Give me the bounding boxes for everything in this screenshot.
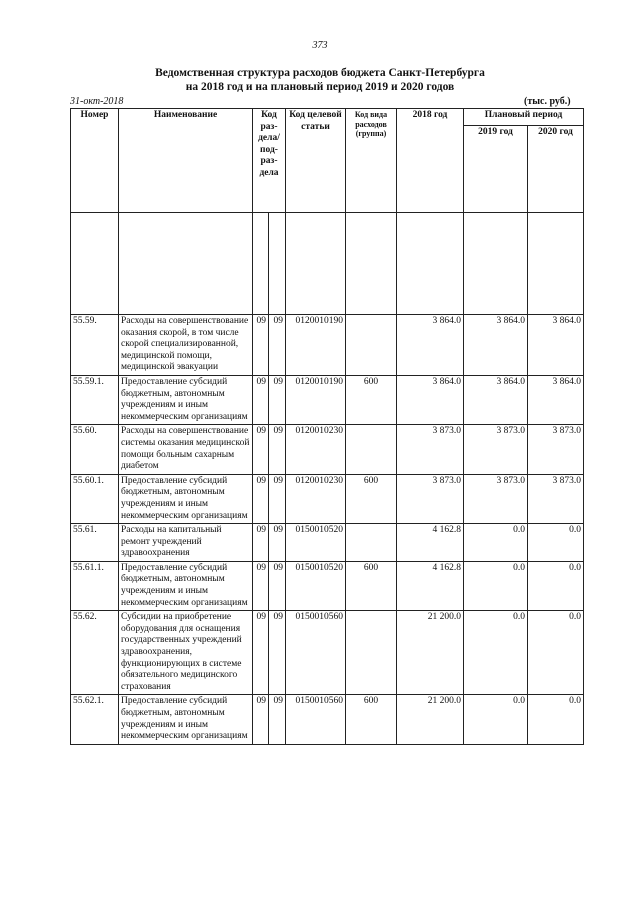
header-number: Номер	[71, 109, 119, 213]
row-amount-2018: 21 200.0	[397, 695, 464, 744]
row-subsection-code: 09	[269, 315, 286, 376]
row-number: 55.60.1.	[71, 474, 119, 523]
header-2020: 2020 год	[528, 126, 584, 213]
units-label: (тыс. руб.)	[524, 96, 571, 107]
row-number: 55.59.	[71, 315, 119, 376]
row-amount-2020: 3 864.0	[528, 315, 584, 376]
budget-table	[70, 108, 584, 745]
table-row	[71, 561, 584, 610]
row-name: Предоставление субсидий бюджетным, автономным учреждениям и иным некоммерческим организациям	[119, 695, 253, 744]
table-row	[71, 315, 584, 376]
row-subsection-code: 09	[269, 474, 286, 523]
row-amount-2018: 3 873.0	[397, 474, 464, 523]
table-row	[71, 474, 584, 523]
table-row	[71, 425, 584, 474]
row-name: Расходы на совершенствование оказания скорой, в том числе скорой специализированной, медицинской помощи, медицинской эвакуации	[119, 315, 253, 376]
document-date: 31-окт-2018	[70, 96, 124, 107]
row-expense-type: 600	[346, 695, 397, 744]
row-target-code: 0120010230	[286, 474, 346, 523]
row-number: 55.61.	[71, 524, 119, 562]
row-amount-2018: 3 873.0	[397, 425, 464, 474]
row-section-code: 09	[253, 524, 269, 562]
row-amount-2018: 4 162.8	[397, 524, 464, 562]
row-expense-type	[346, 425, 397, 474]
row-target-code: 0150010560	[286, 611, 346, 695]
header-expense-type-code: Код вида расходов (группа)	[346, 109, 397, 213]
row-section-code: 09	[253, 695, 269, 744]
row-name: Расходы на капитальный ремонт учреждений здравоохранения	[119, 524, 253, 562]
row-amount-2019: 3 873.0	[464, 474, 528, 523]
row-section-code: 09	[253, 561, 269, 610]
table-row	[71, 524, 584, 562]
row-target-code: 0120010190	[286, 315, 346, 376]
row-amount-2018: 4 162.8	[397, 561, 464, 610]
row-number: 55.62.1.	[71, 695, 119, 744]
header-2019: 2019 год	[464, 126, 528, 213]
row-expense-type	[346, 524, 397, 562]
row-section-code: 09	[253, 375, 269, 424]
title-line-1: Ведомственная структура расходов бюджета Санкт-Петербурга	[155, 67, 485, 79]
row-name: Расходы на совершенствование системы оказания медицинской помощи больным сахарным диабетом	[119, 425, 253, 474]
row-amount-2019: 3 864.0	[464, 375, 528, 424]
row-amount-2020: 0.0	[528, 561, 584, 610]
row-amount-2020: 3 873.0	[528, 474, 584, 523]
row-expense-type: 600	[346, 561, 397, 610]
row-section-code: 09	[253, 425, 269, 474]
row-subsection-code: 09	[269, 611, 286, 695]
row-subsection-code: 09	[269, 561, 286, 610]
row-subsection-code: 09	[269, 375, 286, 424]
row-subsection-code: 09	[269, 524, 286, 562]
row-amount-2020: 0.0	[528, 695, 584, 744]
row-amount-2019: 0.0	[464, 695, 528, 744]
header-spacer-row	[71, 213, 584, 315]
row-amount-2019: 0.0	[464, 561, 528, 610]
row-name: Субсидии на приобретение оборудования для оснащения государственных учреждений здравоохранения, функционирующих в системе обязательного медицинского страхования	[119, 611, 253, 695]
table-row	[71, 375, 584, 424]
row-expense-type	[346, 315, 397, 376]
row-target-code: 0150010560	[286, 695, 346, 744]
row-number: 55.62.	[71, 611, 119, 695]
row-target-code: 0120010190	[286, 375, 346, 424]
header-name: Наименование	[119, 109, 253, 213]
row-amount-2020: 3 864.0	[528, 375, 584, 424]
row-expense-type	[346, 611, 397, 695]
table-row	[71, 611, 584, 695]
row-expense-type: 600	[346, 474, 397, 523]
row-section-code: 09	[253, 611, 269, 695]
row-amount-2018: 21 200.0	[397, 611, 464, 695]
title-line-2: на 2018 год и на плановый период 2019 и 2020 годов	[185, 81, 455, 93]
row-target-code: 0150010520	[286, 524, 346, 562]
row-amount-2018: 3 864.0	[397, 375, 464, 424]
table-header	[71, 109, 584, 315]
row-amount-2020: 3 873.0	[528, 425, 584, 474]
document-title	[0, 66, 640, 94]
header-planning-period: Плановый период	[464, 109, 584, 126]
table-row	[71, 695, 584, 744]
row-number: 55.60.	[71, 425, 119, 474]
header-section-code: Код раз-дела/ под-раз-дела	[253, 109, 286, 213]
header-2018: 2018 год	[397, 109, 464, 213]
row-number: 55.61.1.	[71, 561, 119, 610]
row-name: Предоставление субсидий бюджетным, автономным учреждениям и иным некоммерческим организациям	[119, 474, 253, 523]
row-target-code: 0150010520	[286, 561, 346, 610]
page-number: 373	[312, 40, 328, 51]
row-amount-2020: 0.0	[528, 611, 584, 695]
row-section-code: 09	[253, 474, 269, 523]
row-number: 55.59.1.	[71, 375, 119, 424]
row-section-code: 09	[253, 315, 269, 376]
row-amount-2019: 3 873.0	[464, 425, 528, 474]
row-name: Предоставление субсидий бюджетным, автономным учреждениям и иным некоммерческим организациям	[119, 561, 253, 610]
row-amount-2018: 3 864.0	[397, 315, 464, 376]
row-amount-2020: 0.0	[528, 524, 584, 562]
row-amount-2019: 0.0	[464, 524, 528, 562]
header-target-code: Код целевой статьи	[286, 109, 346, 213]
row-expense-type: 600	[346, 375, 397, 424]
row-subsection-code: 09	[269, 695, 286, 744]
row-name: Предоставление субсидий бюджетным, автономным учреждениям и иным некоммерческим организациям	[119, 375, 253, 424]
table-body	[71, 315, 584, 745]
row-amount-2019: 0.0	[464, 611, 528, 695]
row-amount-2019: 3 864.0	[464, 315, 528, 376]
row-target-code: 0120010230	[286, 425, 346, 474]
row-subsection-code: 09	[269, 425, 286, 474]
